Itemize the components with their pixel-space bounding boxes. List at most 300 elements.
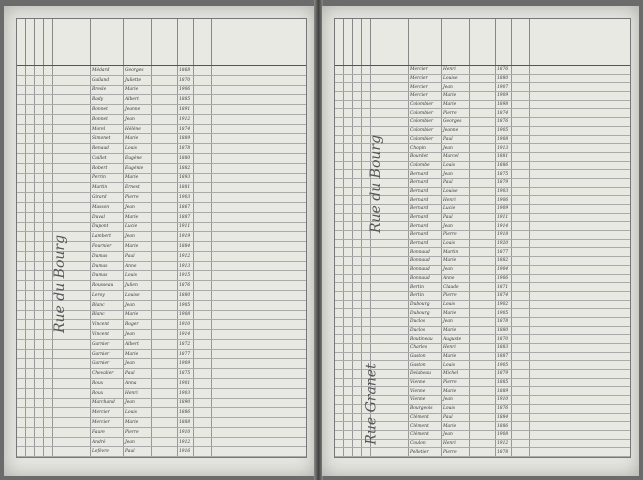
col-2 [344,370,353,378]
name-cell: Dumas [91,271,124,280]
col-2 [344,327,353,335]
col-4 [362,275,371,283]
table-row [17,203,306,213]
col-1 [17,154,26,163]
col-1 [335,327,344,335]
col-1 [335,196,344,204]
first-name-cell: Auguste [442,335,470,343]
first-name-cell: Marie [124,134,152,143]
col-1 [335,301,344,309]
relation-cell [470,101,496,109]
col-3 [353,214,362,222]
table-row [335,266,630,275]
right-page [322,6,639,476]
col-2 [26,262,35,271]
first-name-cell: Marie [124,213,152,222]
col-2 [344,257,353,265]
col-3 [35,340,44,349]
col-3 [35,115,44,124]
col-1 [17,418,26,427]
table-row [335,240,630,249]
col-3 [353,83,362,91]
birth-year-cell: 1874 [178,125,194,134]
first-name-cell: Jean [442,431,470,439]
col-4 [362,83,371,91]
relation-cell [152,203,178,212]
first-name-cell: Marcel [442,153,470,161]
first-name-cell: Martin [442,248,470,256]
nationality-cell [194,144,212,153]
nationality-cell [194,125,212,134]
col-4 [44,183,53,192]
first-name-cell: Marie [124,418,152,427]
relation-cell [152,86,178,95]
first-name-cell: Jeanne [124,105,152,114]
relation-cell [470,370,496,378]
nationality-cell [512,83,530,91]
col-3 [35,311,44,320]
profession-cell [530,205,630,213]
birth-year-cell: 1879 [496,179,512,187]
street-cell [371,127,409,135]
col-2 [26,174,35,183]
left-footnote [16,461,307,472]
col-3 [353,153,362,161]
col-1 [335,422,344,430]
name-cell: Dumas [91,262,124,271]
col-1 [335,440,344,448]
table-row [17,223,306,233]
nationality-cell [194,428,212,437]
first-name-cell: Marie [442,101,470,109]
table-row [335,335,630,344]
nationality-cell [512,66,530,74]
first-name-cell: Eugénie [124,164,152,173]
first-name-cell: Marie [124,86,152,95]
name-cell: Dumas [91,252,124,261]
birth-year-cell: 1889 [496,387,512,395]
col-1 [17,183,26,192]
col-1 [17,301,26,310]
col-2 [344,266,353,274]
relation-cell [152,418,178,427]
name-cell: Vienne [409,387,442,395]
profession-cell [212,203,306,212]
col-3 [353,240,362,248]
col-4 [44,438,53,447]
col-3 [35,76,44,85]
col-3 [35,242,44,251]
col-3 [35,154,44,163]
col-1 [335,188,344,196]
profession-cell [530,344,630,352]
col-1 [335,205,344,213]
nationality-cell [512,301,530,309]
relation-cell [152,340,178,349]
col-4 [362,283,371,291]
col-4 [44,203,53,212]
name-cell: Colombier [409,101,442,109]
name-cell: Clément [409,431,442,439]
profession-cell [212,389,306,398]
relation-cell [470,179,496,187]
profession-cell [530,196,630,204]
nationality-cell [194,164,212,173]
relation-cell [470,335,496,343]
col-2 [26,350,35,359]
table-row [17,359,306,369]
col-2 [344,205,353,213]
name-cell: Masson [91,203,124,212]
first-name-cell: Marie [442,327,470,335]
birth-year-cell: 1881 [496,153,512,161]
name-cell: Lefèvre [91,447,124,456]
col-1 [335,136,344,144]
col-1 [335,170,344,178]
nationality-cell [512,275,530,283]
col-2 [26,408,35,417]
relation-cell [152,291,178,300]
col-2 [26,389,35,398]
col-3 [353,248,362,256]
col-3 [353,222,362,230]
nationality-cell [512,353,530,361]
street-cell [371,327,409,335]
birth-year-cell: 1912 [496,440,512,448]
profession-cell [212,154,306,163]
nationality-cell [512,162,530,170]
nationality-cell [512,283,530,291]
nationality-cell [512,292,530,300]
col-4 [362,353,371,361]
first-name-cell: Marie [442,387,470,395]
col-4 [44,134,53,143]
col-4 [362,327,371,335]
nationality-cell [512,344,530,352]
col-1 [335,318,344,326]
birth-year-cell: 1906 [496,275,512,283]
relation-cell [470,83,496,91]
profession-cell [212,330,306,339]
profession-cell [530,240,630,248]
col-4 [362,101,371,109]
profession-cell [530,414,630,422]
col-3 [35,359,44,368]
col-2 [26,144,35,153]
name-cell: Bonnaud [409,257,442,265]
first-name-cell: Jean [124,399,152,408]
street-cell [53,223,91,232]
header-year [178,19,194,65]
profession-cell [530,327,630,335]
col-2 [26,271,35,280]
relation-cell [470,431,496,439]
first-name-cell: Marie [124,174,152,183]
birth-year-cell: 1882 [178,164,194,173]
first-name-cell: Anna [124,379,152,388]
col-4 [44,399,53,408]
birth-year-cell: 1876 [496,118,512,126]
relation-cell [152,125,178,134]
name-cell: Bourdet [409,153,442,161]
profession-cell [530,75,630,83]
nationality-cell [194,418,212,427]
col-1 [17,311,26,320]
col-3 [353,75,362,83]
nationality-cell [194,369,212,378]
nationality-cell [512,431,530,439]
relation-cell [152,193,178,202]
name-cell: Pelletier [409,448,442,456]
name-cell: Martin [91,183,124,192]
col-4 [44,66,53,75]
relation-cell [470,414,496,422]
header-col-1 [335,19,344,65]
birth-year-cell: 1890 [178,399,194,408]
street-cell [53,154,91,163]
first-name-cell: Juliette [124,76,152,85]
table-row [17,115,306,125]
col-2 [26,232,35,241]
nationality-cell [512,309,530,317]
nationality-cell [194,340,212,349]
relation-cell [152,399,178,408]
col-4 [362,248,371,256]
first-name-cell: Jean [442,144,470,152]
street-label-2: Rue Granet [363,363,380,445]
profession-cell [212,232,306,241]
first-name-cell: Paul [442,214,470,222]
header-first [442,19,470,65]
first-name-cell: Paul [124,369,152,378]
birth-year-cell: 1909 [496,92,512,100]
street-cell [371,109,409,117]
col-3 [35,164,44,173]
name-cell: Bonnaud [409,275,442,283]
first-name-cell: Pierre [442,448,470,456]
nationality-cell [512,448,530,456]
col-1 [17,66,26,75]
first-name-cell: Albert [124,340,152,349]
nationality-cell [512,118,530,126]
col-4 [44,359,53,368]
relation-cell [470,240,496,248]
col-3 [35,408,44,417]
profession-cell [530,170,630,178]
profession-cell [530,301,630,309]
relation-cell [470,327,496,335]
nationality-cell [512,170,530,178]
col-1 [17,86,26,95]
profession-cell [530,248,630,256]
nationality-cell [194,301,212,310]
nationality-cell [194,447,212,456]
left-census-table [16,18,307,458]
relation-cell [470,361,496,369]
first-name-cell: Michel [442,370,470,378]
birth-year-cell: 1919 [178,232,194,241]
col-3 [35,301,44,310]
first-name-cell: Henri [442,440,470,448]
col-4 [362,92,371,100]
table-row [335,275,630,284]
col-4 [362,66,371,74]
nationality-cell [194,183,212,192]
street-cell [53,438,91,447]
col-3 [35,320,44,329]
profession-cell [530,127,630,135]
col-1 [335,396,344,404]
col-2 [344,92,353,100]
col-3 [35,369,44,378]
relation-cell [152,95,178,104]
profession-cell [212,408,306,417]
street-cell [371,92,409,100]
profession-cell [212,144,306,153]
name-cell: Garnier [91,359,124,368]
col-2 [344,283,353,291]
first-name-cell: Louis [124,144,152,153]
col-2 [344,75,353,83]
nationality-cell [512,335,530,343]
relation-cell [470,318,496,326]
col-4 [362,266,371,274]
profession-cell [530,396,630,404]
col-2 [344,118,353,126]
relation-cell [470,422,496,430]
profession-cell [212,86,306,95]
relation-cell [152,438,178,447]
birth-year-cell: 1874 [496,292,512,300]
col-2 [26,76,35,85]
nationality-cell [512,379,530,387]
nationality-cell [194,134,212,143]
col-4 [44,379,53,388]
first-name-cell: Louis [442,405,470,413]
street-cell [371,283,409,291]
name-cell: Mercier [409,83,442,91]
col-2 [344,248,353,256]
relation-cell [470,275,496,283]
col-2 [344,127,353,135]
col-3 [35,213,44,222]
col-3 [353,361,362,369]
first-name-cell: Louise [442,75,470,83]
col-1 [335,66,344,74]
col-3 [353,188,362,196]
profession-cell [212,95,306,104]
name-cell: Dupont [91,223,124,232]
street-cell [53,95,91,104]
col-1 [17,359,26,368]
nationality-cell [194,271,212,280]
relation-cell [152,301,178,310]
street-cell [371,240,409,248]
nationality-cell [194,320,212,329]
birth-year-cell: 1884 [496,414,512,422]
first-name-cell: Claude [442,283,470,291]
col-3 [353,405,362,413]
relation-cell [152,154,178,163]
col-4 [362,118,371,126]
col-3 [353,387,362,395]
col-2 [26,242,35,251]
profession-cell [212,213,306,222]
col-1 [335,379,344,387]
col-1 [335,353,344,361]
col-1 [335,370,344,378]
nationality-cell [194,350,212,359]
col-1 [335,118,344,126]
table-row [335,301,630,310]
street-cell [53,447,91,456]
col-1 [17,125,26,134]
first-name-cell: Marie [124,311,152,320]
birth-year-cell: 1904 [496,266,512,274]
nationality-cell [512,179,530,187]
col-1 [335,414,344,422]
col-2 [344,101,353,109]
profession-cell [212,369,306,378]
relation-cell [152,76,178,85]
relation-cell [470,387,496,395]
name-cell: Mercier [409,75,442,83]
nationality-cell [512,240,530,248]
name-cell: Simonet [91,134,124,143]
col-3 [353,109,362,117]
relation-cell [470,266,496,274]
street-cell [371,335,409,343]
col-4 [362,240,371,248]
relation-cell [470,196,496,204]
birth-year-cell: 1878 [496,318,512,326]
first-name-cell: Marie [442,309,470,317]
col-2 [26,95,35,104]
profession-cell [212,183,306,192]
birth-year-cell: 1880 [496,75,512,83]
col-4 [44,418,53,427]
table-row [17,174,306,184]
col-3 [35,271,44,280]
col-1 [335,405,344,413]
profession-cell [212,311,306,320]
profession-cell [212,242,306,251]
first-name-cell: Paul [442,414,470,422]
nationality-cell [512,222,530,230]
table-row [335,248,630,257]
nationality-cell [194,359,212,368]
table-row [17,438,306,448]
col-3 [353,205,362,213]
profession-cell [530,101,630,109]
col-2 [26,359,35,368]
header-relation [470,19,496,65]
street-cell [371,292,409,300]
name-cell: Boutineau [409,335,442,343]
right-footnote [334,461,631,472]
profession-cell [212,350,306,359]
col-3 [353,257,362,265]
nationality-cell [194,213,212,222]
col-2 [344,153,353,161]
col-4 [44,154,53,163]
col-4 [362,309,371,317]
col-4 [44,350,53,359]
col-2 [344,344,353,352]
name-cell: Gaston [409,353,442,361]
table-row [335,318,630,327]
birth-year-cell: 1886 [496,162,512,170]
